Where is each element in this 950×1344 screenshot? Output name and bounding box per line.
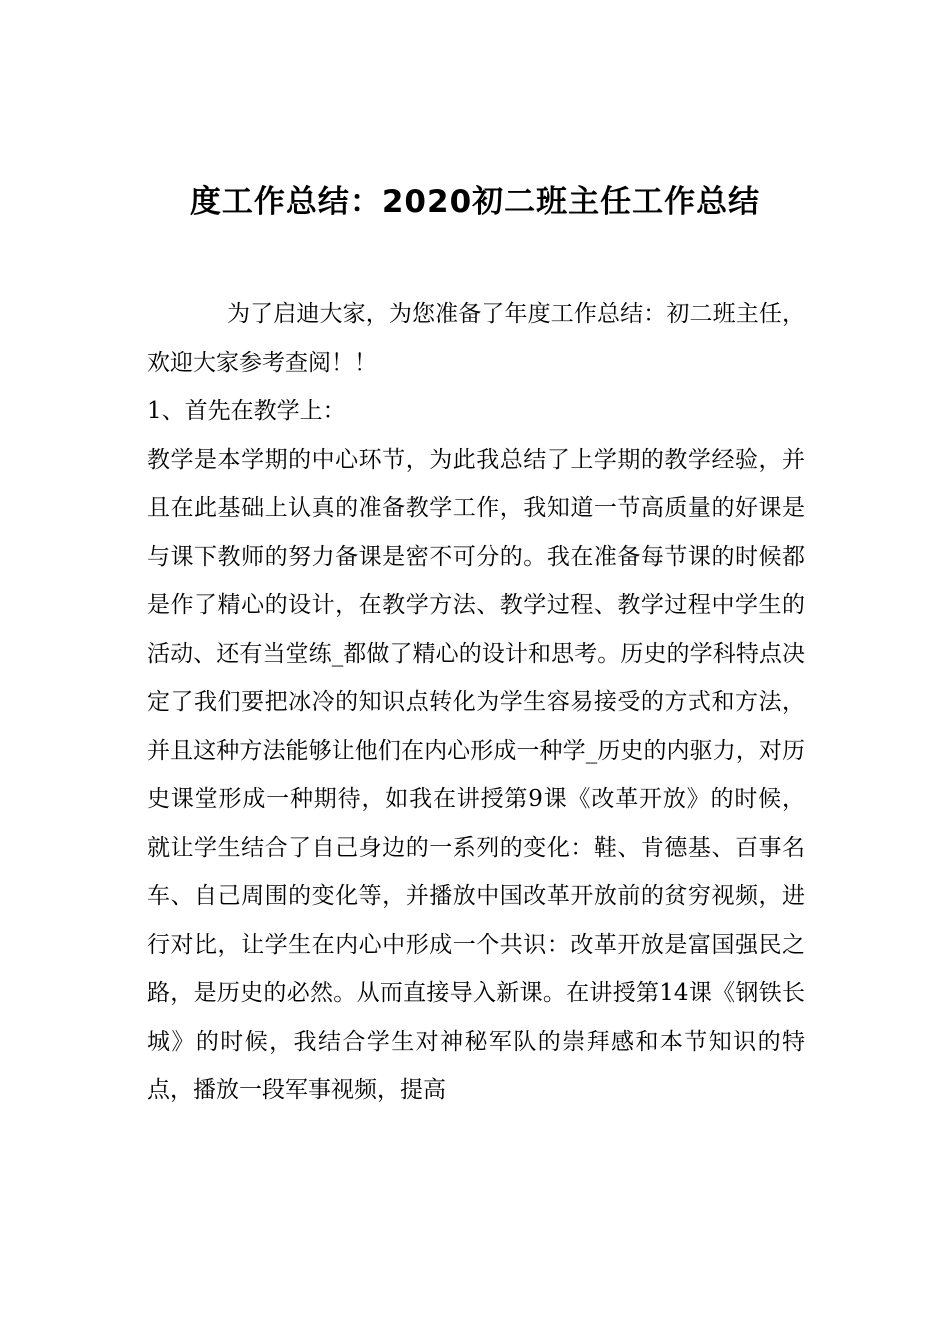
page-title: 度工作总结：2020初二班主任工作总结 [189,183,761,220]
body-paragraph: 教学是本学期的中心环节，为此我总结了上学期的教学经验，并且在此基础上认真的准备教学工作，我知道一节高质量的好课是与课下教师的努力备课是密不可分的。我在准备每节课的时候都是作了精心的设计，在教学方法、教学过程、教学过程中学生的活动、还有当堂练_都做了精心的设计和思考。历史的学科特点决定了我们要把冰冷的知识点转化为学生容易接受的方式和方法，并且这种方法能够让他们在内心形成一种学_历史的内驱力，对历史课堂形成一种期待，如我在讲授第9课《改革开放》的时候，就让学生结合了自己身边的一系列的变化：鞋、肯德基、百事名车、自己周围的变化等，并播放中国改革开放前的贫穷视频，进行对比，让学生在内心中形成一个共识：改革开放是富国强民之路，是历史的必然。从而直接导入新课。在讲授第14课《钢铁长城》的时候，我结合学生对神秘军队的崇拜感和本节知识的特点，播放一段军事视频，提高 [147,446,805,1103]
section-heading: 1、首先在教学上： [147,398,346,424]
document-body [147,290,805,1115]
intro-paragraph: 为了启迪大家，为您准备了年度工作总结：初二班主任，欢迎大家参考查阅！！ [147,301,805,376]
